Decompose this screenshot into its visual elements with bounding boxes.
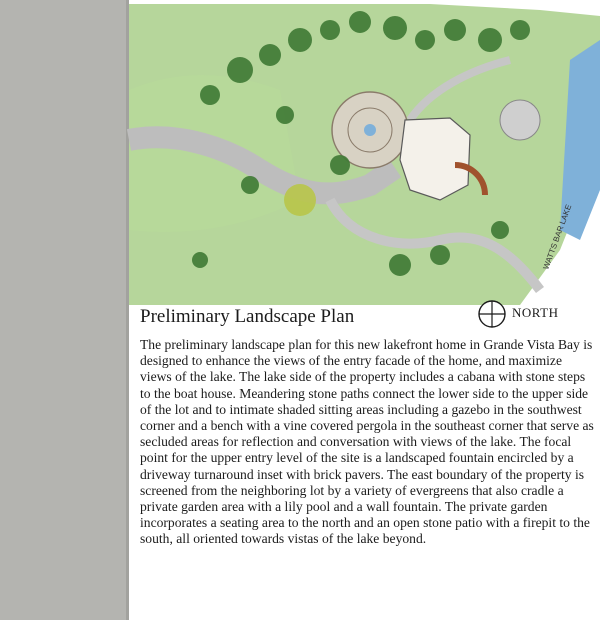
lake-label: WATTS BAR LAKE xyxy=(541,203,574,271)
gazebo-area xyxy=(500,100,540,140)
house-outline xyxy=(400,118,470,200)
plan-description: The preliminary landscape plan for this new lakefront home in Grande Vista Bay is designed to enhance the views of the entry facade of the home, and maximize views of the lake. The lake side of the property includes a cabana with stone steps to the boat house. Meandering stone paths connect the lower side to the upper side of the lot and to intimate shaded sitting areas including a gazebo in the southwest corner and a bench with a vine covered pergola in the southeast corner that serve as secluded areas for reflection and conversation with views of the lake. The focal point for the upper entry level of the site is a landscaped fountain encircled by a driveway turnaround inset with brick pavers. The east boundary of the property is screened from the neighboring lot by a variety of evergreens that also cradle a private garden area with a lily pool and a wall fountain. The private garden incorporates a seating area to the north and an open stone patio with a firepit to the south, all oriented towards vistas of the lake beyond. xyxy=(140,337,594,547)
fountain-center xyxy=(364,124,376,136)
landscape-plan-drawing xyxy=(0,0,600,305)
north-indicator xyxy=(476,298,586,330)
page-title: Preliminary Landscape Plan xyxy=(140,306,355,327)
compass-icon xyxy=(476,298,508,330)
north-label: NORTH xyxy=(512,305,559,320)
